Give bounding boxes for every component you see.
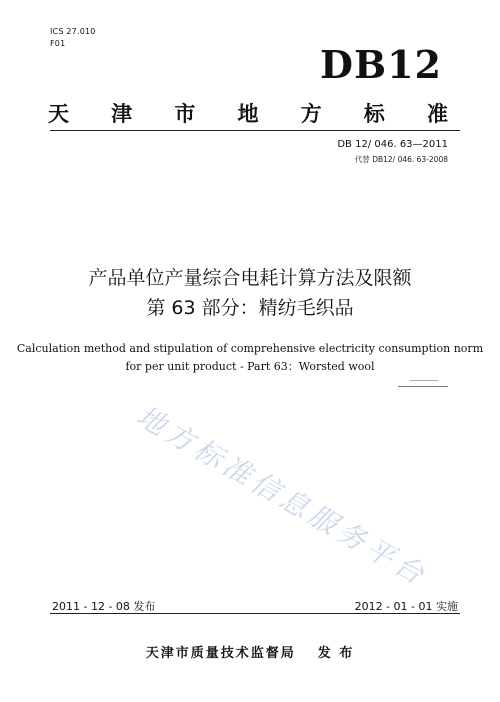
issuer-char: 方 <box>300 102 322 126</box>
title-english-line1: Calculation method and stipulation of comprehensive electricity consumption norm <box>16 342 484 355</box>
issuer-heading <box>48 98 448 128</box>
publish-action: 发 布 <box>317 646 355 661</box>
issuer-char: 天 <box>48 102 69 126</box>
scan-artifact <box>410 380 438 381</box>
issuer-char: 标 <box>363 102 385 126</box>
scan-artifact <box>398 386 448 387</box>
bottom-divider <box>50 613 460 614</box>
publisher-org: 天津市质量技术监督局 <box>145 646 296 661</box>
watermark: 地方标准信息服务平台 <box>131 399 434 593</box>
top-divider <box>50 130 460 131</box>
ccs-code: F01 <box>50 39 66 48</box>
title-chinese-line2: 第 63 部分：精纺毛织品 <box>146 297 354 319</box>
issuer-char: 市 <box>174 102 196 126</box>
ics-code: ICS 27.010 <box>50 27 96 36</box>
db12-logo: DB12 <box>320 42 442 87</box>
issuer-char: 地 <box>237 102 259 126</box>
title-chinese-line1: 产品单位产量综合电耗计算方法及限额 <box>88 267 412 289</box>
standard-number: DB 12/ 046. 63—2011 <box>337 139 448 150</box>
issuer-char: 准 <box>426 102 448 126</box>
replaces-standard: 代替 DB12/ 046. 63-2008 <box>354 155 448 164</box>
implementation-date: 2012 - 01 - 01 实施 <box>354 600 458 613</box>
issue-date: 2011 - 12 - 08 发布 <box>52 600 156 613</box>
publisher-line <box>0 642 500 661</box>
title-english-line2: for per unit product - Part 63：Worsted wool <box>125 360 375 373</box>
issuer-char: 津 <box>111 102 133 126</box>
